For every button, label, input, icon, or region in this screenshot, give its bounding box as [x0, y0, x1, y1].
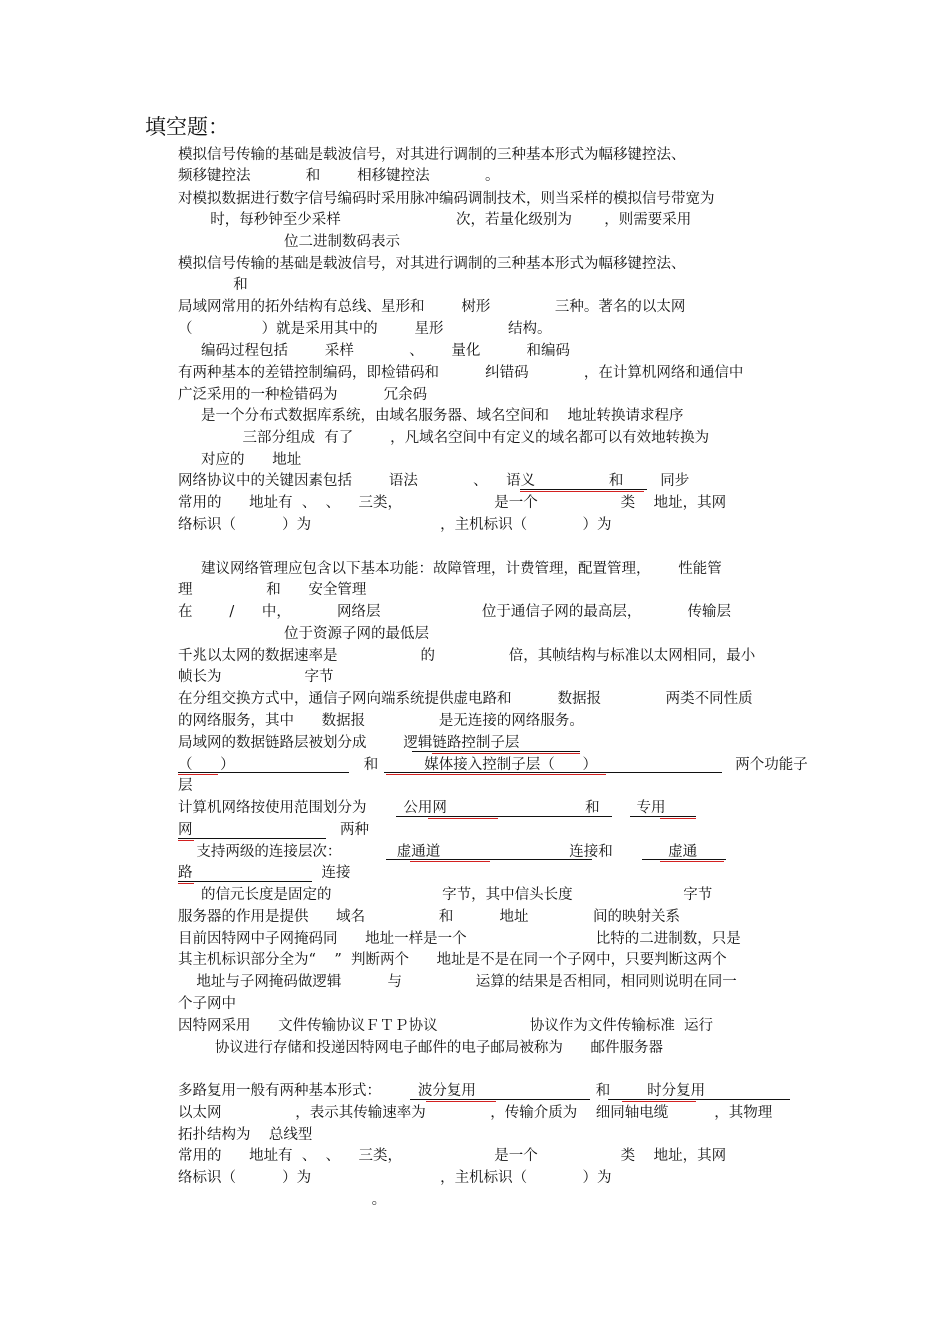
question-line: 编码过程包括 采样 、 量化 和编码 — [178, 343, 570, 359]
question-line: （ ）就是采用其中的 星形 结构。 — [178, 321, 552, 337]
question-line: 广泛采用的一种检错码为 冗余码 — [178, 387, 428, 403]
question-line: 位于资源子网的最低层 — [178, 626, 430, 642]
question-line: 网 两种 — [178, 822, 369, 838]
question-line: 层 — [178, 778, 193, 794]
blank-underline — [630, 816, 696, 817]
question-line: 对应的 地址 — [178, 452, 302, 468]
question-line: 络标识（ ）为 ，主机标识（ ）为 — [178, 1170, 612, 1186]
answer-mark — [178, 883, 194, 884]
question-line: 模拟信号传输的基础是载波信号，对其进行调制的三种基本形式为幅移键控法、 — [178, 147, 686, 163]
page-title: 填空题： — [145, 115, 229, 139]
question-line: 服务器的作用是提供 域名 和 地址 间的映射关系 — [178, 909, 681, 925]
question-line: 有两种基本的差错控制编码，即检错码和 纠错码 ，在计算机网络和通信中 — [178, 365, 744, 381]
blank-underline — [396, 816, 612, 817]
question-line: 个子网中 — [178, 996, 236, 1012]
answer-mark — [178, 774, 218, 775]
answer-mark — [660, 861, 724, 862]
question-line: 协议进行存储和投递因特网电子邮件的电子邮局被称为 邮件服务器 — [178, 1040, 664, 1056]
answer-mark — [432, 753, 580, 754]
question-line: 对模拟数据进行数字信号编码时采用脉冲编码调制技术，则当采样的模拟信号带宽为 — [178, 191, 715, 207]
question-line: 局域网常用的拓外结构有总线、星形和 树形 三种。著名的以太网 — [178, 299, 686, 315]
blank-underline — [412, 751, 580, 752]
blank-underline — [178, 772, 349, 773]
blank-underline — [608, 1099, 790, 1100]
answer-mark — [410, 861, 490, 862]
answer-mark — [660, 818, 696, 819]
blank-underline — [178, 881, 312, 882]
question-line: 地址与子网掩码做逻辑 与 运算的结果是否相同，相同则说明在同一 — [178, 974, 737, 990]
question-line: 。 — [178, 1192, 387, 1208]
answer-mark — [426, 1101, 496, 1102]
question-line: 常用的 地址有 、 、 三类， 是一个 类 地址，其网 — [178, 495, 727, 511]
question-line: 三部分组成 有了 ，凡域名空间中有定义的域名都可以有效地转换为 — [178, 430, 710, 446]
question-line: 网络协议中的关键因素包括 语法 、 语义 和 同步 — [178, 473, 690, 489]
question-line: 以太网 ，表示其传输速率为 ，传输介质为 细同轴电缆 ，其物理 — [178, 1105, 773, 1121]
question-line: 建议网络管理应包含以下基本功能：故障管理，计费管理，配置管理， 性能管 — [178, 561, 722, 577]
answer-mark — [622, 1101, 696, 1102]
question-line: 因特网采用 文件传输协议ＦＴＰ协议 协议作为文件传输标准 运行 — [178, 1018, 714, 1034]
blank-underline — [386, 859, 592, 860]
question-line: （ ） 和 媒体接入控制子层（ ） 两个功能子 — [178, 757, 808, 773]
answer-mark — [520, 491, 644, 492]
question-line: 和 — [178, 277, 248, 293]
question-line: 千兆以太网的数据速率是 的 倍，其帧结构与标准以太网相同，最小 — [178, 648, 756, 664]
question-line: 拓扑结构为 总线型 — [178, 1127, 313, 1143]
question-line: 支持两级的连接层次： 虚通道 连接和 虚通 — [178, 844, 698, 860]
question-line: 理 和 安全管理 — [178, 582, 367, 598]
question-line: 的网络服务，其中 数据报 是无连接的网络服务。 — [178, 713, 584, 729]
question-line: 目前因特网中子网掩码同 地址一样是一个 比特的二进制数，只是 — [178, 931, 741, 947]
question-line: 的信元长度是固定的 字节，其中信头长度 字节 — [178, 887, 713, 903]
question-line: 在分组交换方式中，通信子网向端系统提供虚电路和 数据报 两类不同性质 — [178, 691, 753, 707]
blank-underline — [410, 1099, 590, 1100]
question-line: 帧长为 字节 — [178, 669, 334, 685]
question-line: 位二进制数码表示 — [178, 234, 401, 250]
answer-mark — [428, 818, 498, 819]
question-line: 模拟信号传输的基础是载波信号，对其进行调制的三种基本形式为幅移键控法、 — [178, 256, 686, 272]
answer-mark — [386, 774, 606, 775]
question-line: 局域网的数据链路层被划分成 逻辑链路控制子层 — [178, 735, 520, 751]
blank-underline — [642, 859, 726, 860]
answer-mark — [178, 840, 194, 841]
question-line: 络标识（ ）为 ，主机标识（ ）为 — [178, 517, 612, 533]
question-line: 时，每秒钟至少采样 次，若量化级别为 ，则需要采用 — [178, 212, 692, 228]
question-line: 是一个分布式数据库系统，由域名服务器、域名空间和 地址转换请求程序 — [178, 408, 684, 424]
question-line: 常用的 地址有 、 、 三类， 是一个 类 地址，其网 — [178, 1148, 727, 1164]
question-line: 频移键控法 和 相移键控法 。 — [178, 168, 500, 184]
question-line: 在 / 中， 网络层 位于通信子网的最高层， 传输层 — [178, 604, 731, 620]
question-line: 其主机标识部分全为“ ” 判断两个 地址是不是在同一个子网中，只要判断这两个 — [178, 952, 727, 968]
blank-underline — [178, 838, 326, 839]
blank-underline — [384, 772, 722, 773]
question-line: 多路复用一般有两种基本形式： 波分复用 和 时分复用 — [178, 1083, 706, 1099]
blank-underline — [520, 489, 647, 490]
question-line: 路 连接 — [178, 865, 351, 881]
question-line: 计算机网络按使用范围划分为 公用网 和 专用 — [178, 800, 666, 816]
